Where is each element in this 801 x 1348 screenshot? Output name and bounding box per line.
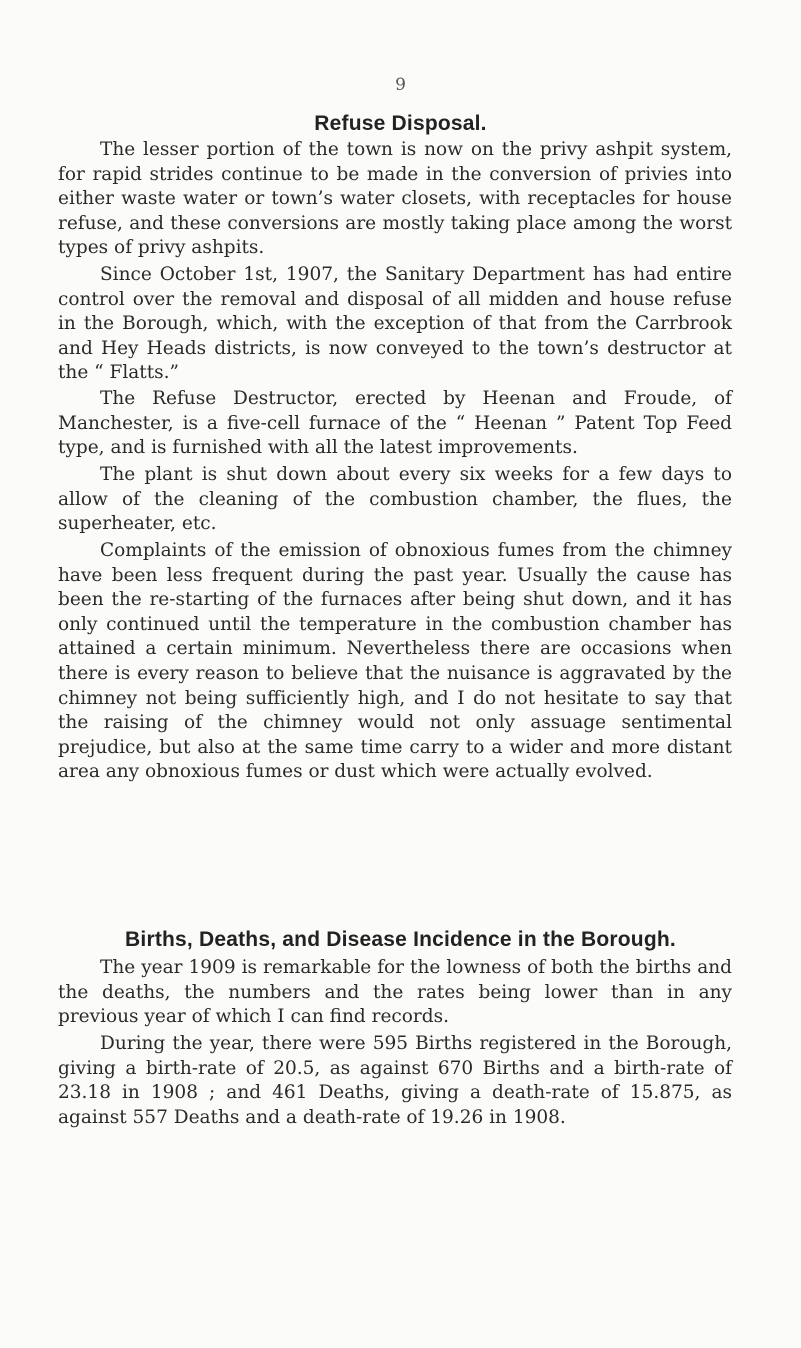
paragraph-plant-shutdown: The plant is shut down about every six weeks for a few days to allow of the cleaning of the combustion chamber, the flues, the superheater, etc. [58,464,732,535]
heading-refuse-disposal: Refuse Disposal. [314,112,487,135]
paragraph-refuse-destructor: The Refuse Destructor, erected by Heenan and Froude, of Manchester, is a five-cell furnace of the “ Heenan ” Patent Top Feed type, and is furnished with all the latest improvements. [58,388,732,459]
paragraph-birth-death-rates: During the year, there were 595 Births registered in the Borough, giving a birth-rate of 20.5, as against 670 Births and a birth-rate of 23.18 in 1908 ; and 461 Deaths, giving a death-rate of 15.875, as against 557 Deaths and a death-rate of 19.26 in 1908. [58,1033,732,1128]
paragraph-sanitary-department: Since October 1st, 1907, the Sanitary Department has had entire control over the removal and disposal of all midden and house refuse in the Borough, which, with the exception of that from the Carrbrook and Hey Heads districts, is now conveyed to the town’s destructor at the “ Flatts.” [58,264,732,384]
page-number: 9 [395,75,406,95]
paragraph-complaints-fumes: Complaints of the emission of obnoxious fumes from the chimney have been less frequent during the past year. Usually the cause has been the re-starting of the furnaces after being shut down, and it has only continued until the temperature in the combustion chamber has attained a certain minimum. Nevertheless there are occasions when there is every reason to believe that the nuisance is aggravated by the chimney not being sufficiently high, and I do not hesitate to say that the raising of the chimney would not only assuage sentimental prejudice, but also at the same time carry to a wider and more distant area any obnoxious fumes or dust which were actually evolved. [58,540,732,783]
paragraph-privy-ashpit-system: The lesser portion of the town is now on the privy ashpit system, for rapid strides continue to be made in the conversion of privies into either waste water or town’s water closets, with receptacles for house refuse, and these conversions are mostly taking place among the worst types of privy ashpits. [58,139,732,259]
heading-births-deaths: Births, Deaths, and Disease Incidence in the Borough. [125,928,676,951]
paragraph-year-1909: The year 1909 is remarkable for the lowness of both the births and the deaths, the numbers and the rates being lower than in any previous year of which I can find records. [58,957,732,1028]
